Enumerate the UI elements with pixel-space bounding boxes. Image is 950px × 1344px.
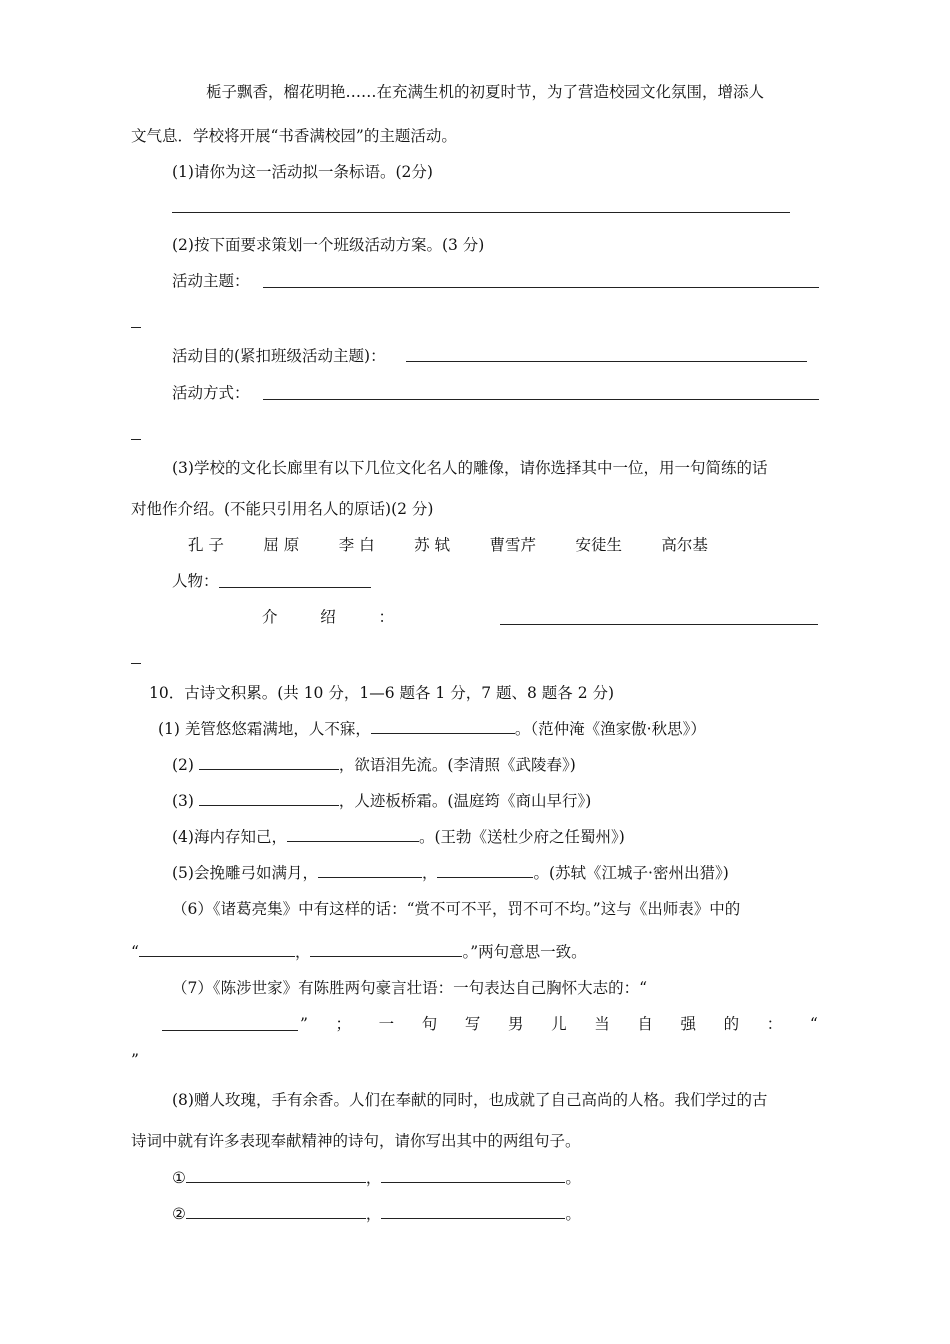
- q10-title: 10．古诗文积累。(共 10 分，1—6 题各 1 分，7 题、8 题各 2 分): [149, 684, 615, 702]
- purpose-answer-line[interactable]: [406, 361, 807, 362]
- group-1-blank-2[interactable]: [381, 1168, 565, 1183]
- introduction-answer-line[interactable]: [500, 624, 818, 625]
- item-5-separator: ，: [421, 864, 438, 882]
- q10-item-6-line-1: （6）《诸葛亮集》中有这样的话：“赏不可不平，罚不可不均。”这与《出师表》中的: [172, 900, 741, 918]
- item-6-separator: ，: [294, 943, 311, 961]
- person-option: 屈 原: [263, 536, 300, 554]
- intro-line-1: 栀子飘香，榴花明艳……在充满生机的初夏时节，为了营造校园文化氛围，增添人: [206, 83, 765, 101]
- item-3-suffix: ，人迹板桥霜。(温庭筠《商山早行》): [338, 792, 592, 810]
- item-7-char: ：: [766, 1015, 783, 1033]
- theme-label: 活动主题：: [172, 272, 250, 290]
- q10-item-2: [172, 755, 576, 775]
- item-7-char: 一: [378, 1015, 395, 1033]
- item-6-open-quote: “: [131, 943, 139, 961]
- group-1-blank-1[interactable]: [186, 1168, 366, 1183]
- group-2-period: 。: [565, 1205, 581, 1223]
- item-5-suffix: 。(苏轼《江城子·密州出猎》): [533, 864, 729, 882]
- item-7-char: 男: [508, 1015, 524, 1033]
- item-7-close-quote: ”: [131, 1051, 139, 1069]
- group-2-blank-1[interactable]: [186, 1204, 366, 1219]
- q10-item-3: [172, 791, 591, 811]
- group-1-separator: ，: [365, 1169, 382, 1187]
- q10-item-7-line-1: （7）《陈涉世家》有陈胜两句豪言壮语：一句表达自己胸怀大志的：“: [172, 979, 648, 997]
- item-7-char: 自: [637, 1015, 653, 1033]
- item-7-char: 句: [421, 1015, 438, 1033]
- q10-item-8-group-2: [172, 1204, 581, 1224]
- q10-item-8-line-2: 诗词中就有许多表现奉献精神的诗句，请你写出其中的两组句子。: [131, 1132, 581, 1150]
- q10-item-5: [172, 863, 729, 883]
- item-7-char: ；: [335, 1015, 352, 1033]
- item-5-blank-2[interactable]: [437, 863, 533, 878]
- item-7-char: 写: [464, 1015, 481, 1033]
- person-label: 人物：: [172, 572, 219, 590]
- item-7-char: 当: [594, 1015, 610, 1033]
- item-3-prefix: (3): [172, 792, 199, 810]
- item-6-suffix: 。”两句意思一致。: [462, 943, 587, 961]
- q10-item-4: [172, 827, 625, 847]
- person-option: 安徒生: [575, 536, 622, 554]
- item-2-blank[interactable]: [199, 755, 339, 770]
- item-7-char: 儿: [551, 1015, 567, 1033]
- q9-part3-line-1: (3)学校的文化长廊里有以下几位文化名人的雕像，请你选择其中一位，用一句简练的话: [172, 459, 768, 477]
- intro-label: [262, 607, 394, 627]
- item-4-suffix: 。(王勃《送杜少府之任蜀州》): [418, 828, 625, 846]
- person-option: 苏 轼: [414, 536, 451, 554]
- method-label: 活动方式：: [172, 384, 250, 402]
- item-3-blank[interactable]: [199, 791, 339, 806]
- slogan-answer-line[interactable]: [172, 212, 790, 213]
- q9-part2-prompt: (2)按下面要求策划一个班级活动方案。(3 分): [172, 236, 485, 254]
- group-1-period: 。: [565, 1169, 581, 1187]
- item-7-char: ”: [300, 1015, 308, 1033]
- item-6-blank-1[interactable]: [139, 942, 295, 957]
- item-1-prefix: (1) 羌管悠悠霜满地，人不寐，: [158, 720, 371, 738]
- theme-answer-line[interactable]: [263, 287, 819, 288]
- item-1-blank[interactable]: [371, 719, 515, 734]
- q9-part3-line-2: 对他作介绍。(不能只引用名人的原话)(2 分): [131, 500, 434, 518]
- item-5-prefix: (5)会挽雕弓如满月，: [172, 864, 318, 882]
- item-6-blank-2[interactable]: [310, 942, 462, 957]
- q9-part1-prompt: (1)请你为这一活动拟一条标语。(2分): [172, 163, 433, 181]
- people-list: [188, 535, 708, 555]
- group-2-blank-2[interactable]: [381, 1204, 565, 1219]
- item-7-blank-1[interactable]: [162, 1030, 298, 1031]
- person-option: 高尔基: [661, 536, 708, 554]
- group-2-separator: ，: [365, 1205, 382, 1223]
- item-2-suffix: ，欲语泪先流。(李清照《武陵春》): [338, 756, 576, 774]
- purpose-label: 活动目的(紧扣班级活动主题)：: [172, 347, 386, 365]
- method-answer-line[interactable]: [263, 399, 819, 400]
- q10-item-8-line-1: (8)赠人玫瑰，手有余香。人们在奉献的同时，也成就了自己高尚的人格。我们学过的古: [172, 1091, 768, 1109]
- item-7-char: 强: [680, 1015, 697, 1033]
- group-2-marker: ②: [172, 1205, 186, 1223]
- person-option: 李 白: [338, 536, 375, 554]
- q10-item-6-line-2: [131, 942, 587, 962]
- introduction-answer-line-tail: [131, 663, 141, 664]
- method-answer-line-tail: [131, 439, 141, 440]
- item-1-suffix: 。（范仲淹《渔家傲·秋思》）: [514, 720, 706, 738]
- item-4-blank[interactable]: [287, 827, 419, 842]
- q10-item-7-line-2: [300, 1014, 818, 1034]
- theme-answer-line-tail: [131, 327, 141, 328]
- item-7-char: 的: [723, 1015, 740, 1033]
- item-2-prefix: (2): [172, 756, 199, 774]
- intro-label-char: ：: [378, 608, 394, 626]
- group-1-marker: ①: [172, 1169, 186, 1187]
- item-5-blank-1[interactable]: [318, 863, 422, 878]
- q10-item-8-group-1: [172, 1168, 581, 1188]
- item-7-char: “: [809, 1015, 818, 1033]
- item-4-prefix: (4)海内存知己，: [172, 828, 287, 846]
- intro-label-char: 介: [262, 608, 278, 626]
- person-answer-line[interactable]: [219, 587, 371, 588]
- intro-label-char: 绍: [320, 608, 336, 626]
- person-option: 孔 子: [188, 536, 224, 554]
- intro-line-2: 文气息．学校将开展“书香满校园”的主题活动。: [131, 127, 457, 145]
- person-option: 曹雪芹: [489, 536, 537, 554]
- q10-item-1: [158, 719, 706, 739]
